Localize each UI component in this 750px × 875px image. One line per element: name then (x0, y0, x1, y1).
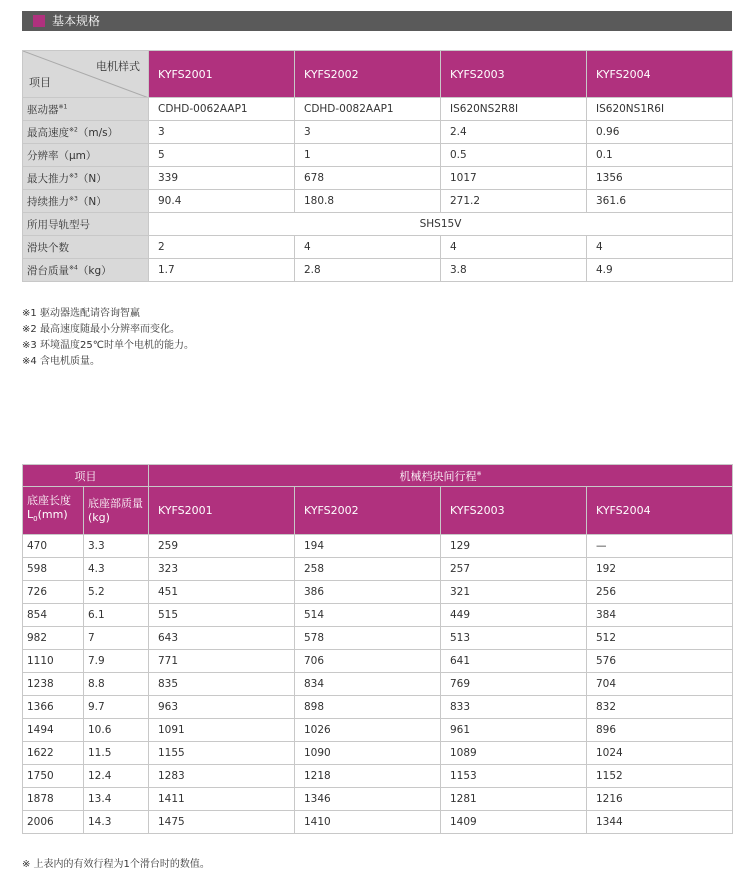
spec-cell: 5 (149, 144, 295, 167)
stroke-row (23, 765, 733, 788)
note-key: ※4 (22, 356, 37, 367)
stroke-cell: 643 (149, 627, 295, 650)
stroke-cell: 256 (587, 581, 733, 604)
base-length-cell: 1110 (23, 650, 84, 673)
base-length-cell: 1238 (23, 673, 84, 696)
spec-row-label-text: 最高速度 (27, 126, 69, 139)
spec-row-sup: ※3 (69, 195, 78, 202)
model-header: KYFS2003 (441, 487, 587, 535)
base-mass-cell: 12.4 (84, 765, 149, 788)
stroke-cell: 384 (587, 604, 733, 627)
spec-row-label-text: 持续推力 (27, 195, 69, 208)
stroke-cell: 1152 (587, 765, 733, 788)
stroke-cell: 451 (149, 581, 295, 604)
base-length-cell: 1750 (23, 765, 84, 788)
model-header: KYFS2002 (295, 51, 441, 98)
spec-cell: 4 (295, 236, 441, 259)
spec-cell: 3.8 (441, 259, 587, 282)
col-base-length-line2-pre: L (27, 508, 34, 522)
spec-row-label (23, 167, 149, 190)
spec-cell: 2.4 (441, 121, 587, 144)
stroke-row (23, 535, 733, 558)
stroke-cell: 321 (441, 581, 587, 604)
stroke-cell: 1155 (149, 742, 295, 765)
base-mass-cell: 7.9 (84, 650, 149, 673)
stroke-cell: 1218 (295, 765, 441, 788)
stroke-cell: 515 (149, 604, 295, 627)
stroke-row (23, 604, 733, 627)
stroke-cell: 1024 (587, 742, 733, 765)
spec-row (23, 167, 733, 190)
base-length-cell: 1878 (23, 788, 84, 811)
stroke-cell: 259 (149, 535, 295, 558)
stroke-cell: 771 (149, 650, 295, 673)
note-item (22, 306, 194, 322)
stroke-row (23, 811, 733, 834)
note-text: 环境温度25℃时单个电机的能力。 (40, 340, 194, 351)
spec-row (23, 190, 733, 213)
note-text: 含电机质量。 (40, 356, 100, 367)
stroke-cell: 576 (587, 650, 733, 673)
footnote: ※ 上表内的有效行程为1个滑台时的数值。 (22, 859, 210, 870)
stroke-row (23, 673, 733, 696)
spec-cell: CDHD-0082AAP1 (295, 98, 441, 121)
stroke-cell: 896 (587, 719, 733, 742)
stroke-cell: 961 (441, 719, 587, 742)
stroke-cell: 1216 (587, 788, 733, 811)
col-base-mass (84, 487, 149, 535)
spec-cell: 1 (295, 144, 441, 167)
stroke-cell: 1281 (441, 788, 587, 811)
spec-cell: 3 (149, 121, 295, 144)
spec-row (23, 259, 733, 282)
note-item (22, 322, 194, 338)
spec-cell: 4 (441, 236, 587, 259)
col-base-mass-line1: 底座部质量 (88, 496, 143, 510)
note-key: ※2 (22, 324, 37, 335)
stroke-row (23, 650, 733, 673)
spec-cell: CDHD-0062AAP1 (149, 98, 295, 121)
spec-cell: 0.1 (587, 144, 733, 167)
spec-row-label (23, 144, 149, 167)
spec-row-label (23, 98, 149, 121)
spec-row-unit: （kg） (77, 264, 112, 277)
spec-cell: 2.8 (295, 259, 441, 282)
stroke-cell: 898 (295, 696, 441, 719)
col-base-length-line1: 底座长度 (27, 494, 71, 508)
header-motor-label: 电机样式 (96, 60, 140, 73)
base-mass-cell: 7 (84, 627, 149, 650)
spec-row-unit: （N） (77, 172, 107, 185)
stroke-cell: 834 (295, 673, 441, 696)
base-mass-cell: 5.2 (84, 581, 149, 604)
stroke-row (23, 719, 733, 742)
stroke-cell: 641 (441, 650, 587, 673)
stroke-cell: 704 (587, 673, 733, 696)
spec-row (23, 213, 733, 236)
spec-header-corner (23, 51, 149, 98)
spec-cell: 180.8 (295, 190, 441, 213)
base-length-cell: 726 (23, 581, 84, 604)
spec-cell: 361.6 (587, 190, 733, 213)
base-length-cell: 1622 (23, 742, 84, 765)
spec-row-label-text: 最大推力 (27, 172, 69, 185)
note-text: 最高速度随最小分辨率而变化。 (40, 324, 180, 335)
stroke-cell: 1411 (149, 788, 295, 811)
stroke-cell: 832 (587, 696, 733, 719)
spec-row-label (23, 190, 149, 213)
stroke-cell: 192 (587, 558, 733, 581)
model-header: KYFS2004 (587, 51, 733, 98)
stroke-row (23, 558, 733, 581)
stroke-header-stroke-sup: ※ (476, 469, 482, 477)
spec-cell: 339 (149, 167, 295, 190)
stroke-cell: 706 (295, 650, 441, 673)
stroke-cell: 1091 (149, 719, 295, 742)
spec-cell: 0.5 (441, 144, 587, 167)
spec-row-sup: ※3 (69, 172, 78, 179)
stroke-row (23, 742, 733, 765)
stroke-cell: 963 (149, 696, 295, 719)
stroke-cell: — (587, 535, 733, 558)
stroke-cell: 1026 (295, 719, 441, 742)
base-mass-cell: 13.4 (84, 788, 149, 811)
section-header (22, 11, 732, 31)
base-length-cell: 2006 (23, 811, 84, 834)
stroke-cell: 833 (441, 696, 587, 719)
stroke-cell: 1153 (441, 765, 587, 788)
base-mass-cell: 4.3 (84, 558, 149, 581)
spec-cell: 3 (295, 121, 441, 144)
spec-row (23, 236, 733, 259)
col-base-length (23, 487, 84, 535)
stroke-cell: 258 (295, 558, 441, 581)
stroke-cell: 1089 (441, 742, 587, 765)
spec-cell: 271.2 (441, 190, 587, 213)
stroke-cell: 578 (295, 627, 441, 650)
spec-row-label (23, 213, 149, 236)
stroke-row (23, 696, 733, 719)
stroke-cell: 513 (441, 627, 587, 650)
base-mass-cell: 6.1 (84, 604, 149, 627)
stroke-cell: 769 (441, 673, 587, 696)
base-length-cell: 1366 (23, 696, 84, 719)
spec-cell: 0.96 (587, 121, 733, 144)
base-mass-cell: 8.8 (84, 673, 149, 696)
spec-row-unit: （N） (77, 195, 107, 208)
model-header: KYFS2001 (149, 51, 295, 98)
spec-table (22, 50, 733, 282)
spec-row (23, 121, 733, 144)
stroke-header-stroke (149, 465, 733, 487)
spec-cell: 678 (295, 167, 441, 190)
spec-cell: IS620NS2R8I (441, 98, 587, 121)
base-mass-cell: 9.7 (84, 696, 149, 719)
spec-cell: IS620NS1R6I (587, 98, 733, 121)
col-base-length-line2-post: (mm) (37, 508, 68, 522)
spec-row-unit: （μm） (58, 149, 97, 162)
base-mass-cell: 3.3 (84, 535, 149, 558)
section-marker (33, 15, 45, 27)
stroke-cell: 194 (295, 535, 441, 558)
base-length-cell: 1494 (23, 719, 84, 742)
stroke-cell: 1475 (149, 811, 295, 834)
stroke-cell: 1344 (587, 811, 733, 834)
stroke-cell: 514 (295, 604, 441, 627)
stroke-row (23, 581, 733, 604)
note-text: 驱动器选配请咨询智赢 (40, 308, 140, 319)
spec-row-label-text: 分辨率 (27, 149, 59, 162)
base-mass-cell: 14.3 (84, 811, 149, 834)
spec-row (23, 98, 733, 121)
note-item (22, 354, 194, 370)
notes-list (22, 306, 194, 370)
model-header: KYFS2004 (587, 487, 733, 535)
spec-row-label (23, 236, 149, 259)
stroke-cell: 835 (149, 673, 295, 696)
spec-row-sup: ※4 (69, 264, 78, 271)
stroke-cell: 1409 (441, 811, 587, 834)
stroke-cell: 386 (295, 581, 441, 604)
model-header: KYFS2003 (441, 51, 587, 98)
header-item-label: 项目 (29, 76, 51, 89)
spec-cell: 90.4 (149, 190, 295, 213)
col-base-length-sub: 0 (33, 515, 38, 524)
stroke-cell: 512 (587, 627, 733, 650)
stroke-cell: 129 (441, 535, 587, 558)
stroke-cell: 1410 (295, 811, 441, 834)
base-length-cell: 982 (23, 627, 84, 650)
stroke-row (23, 788, 733, 811)
spec-row-unit: （m/s） (77, 126, 119, 139)
spec-row-label-text: 驱动器 (27, 103, 59, 116)
stroke-cell: 1090 (295, 742, 441, 765)
spec-row-sup: ※1 (58, 103, 68, 110)
spec-row-label-text: 滑台质量 (27, 264, 69, 277)
note-item (22, 338, 194, 354)
model-header: KYFS2002 (295, 487, 441, 535)
spec-row (23, 144, 733, 167)
base-length-cell: 470 (23, 535, 84, 558)
spec-row-label-text: 滑块个数 (27, 241, 69, 254)
base-length-cell: 598 (23, 558, 84, 581)
base-mass-cell: 11.5 (84, 742, 149, 765)
spec-cell: 1356 (587, 167, 733, 190)
stroke-cell: 1283 (149, 765, 295, 788)
col-base-mass-line2: (kg) (88, 510, 110, 524)
spec-merged-value: SHS15V (149, 213, 733, 236)
note-key: ※1 (22, 308, 37, 319)
model-header: KYFS2001 (149, 487, 295, 535)
spec-row-sup: ※2 (69, 126, 78, 133)
stroke-header-stroke-text: 机械档块间行程 (399, 469, 477, 483)
spec-row-label-text: 所用导轨型号 (27, 218, 90, 231)
spec-cell: 2 (149, 236, 295, 259)
stroke-cell: 323 (149, 558, 295, 581)
stroke-table (22, 464, 733, 834)
note-key: ※3 (22, 340, 37, 351)
stroke-cell: 449 (441, 604, 587, 627)
stroke-row (23, 627, 733, 650)
spec-row-label (23, 121, 149, 144)
spec-row-label (23, 259, 149, 282)
spec-cell: 4 (587, 236, 733, 259)
spec-cell: 1.7 (149, 259, 295, 282)
base-length-cell: 854 (23, 604, 84, 627)
stroke-cell: 257 (441, 558, 587, 581)
base-mass-cell: 10.6 (84, 719, 149, 742)
stroke-cell: 1346 (295, 788, 441, 811)
spec-cell: 4.9 (587, 259, 733, 282)
stroke-header-item: 项目 (23, 465, 149, 487)
section-title: 基本规格 (52, 14, 101, 28)
spec-cell: 1017 (441, 167, 587, 190)
